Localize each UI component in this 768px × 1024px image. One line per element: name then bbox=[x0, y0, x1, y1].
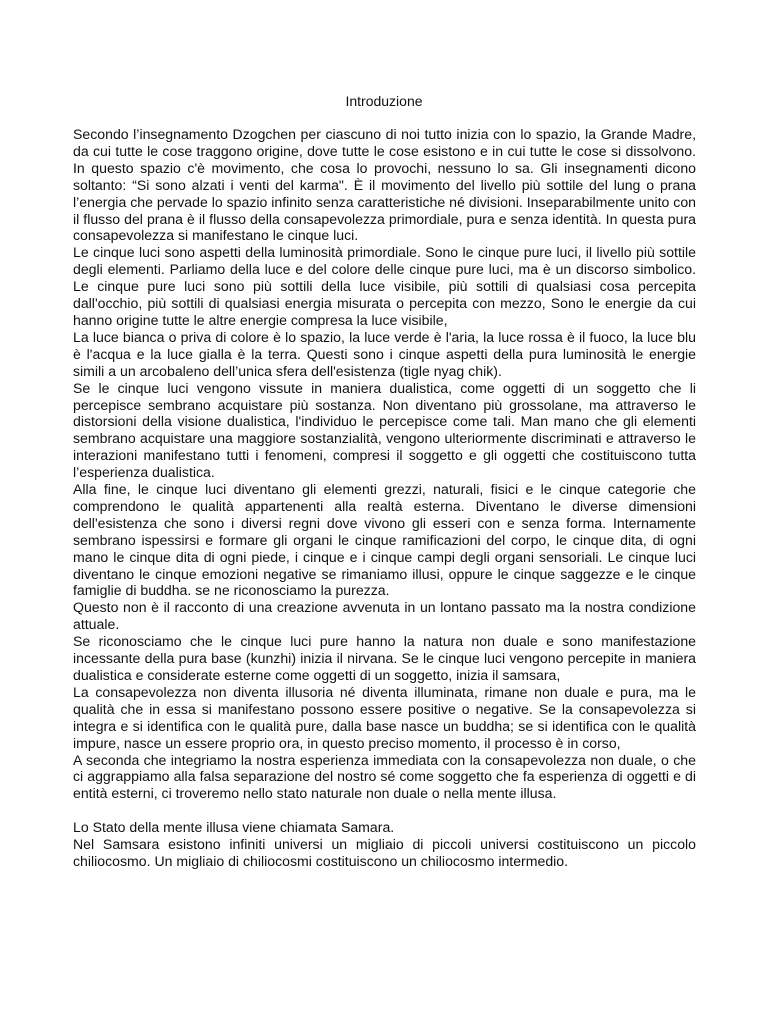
paragraph: Questo non è il racconto di una creazione avvenuta in un lontano passato ma la nostra condizione attuale. bbox=[73, 599, 696, 633]
paragraph: La consapevolezza non diventa illusoria né diventa illuminata, rimane non duale e pura, ma le qualità che in essa si manifestano possono essere positive o negative. Se la consapevolezza si integra e si identifica con le qualità pure, dalla base nasce un buddha; se si identifica con le qualità impure, nasce un essere proprio ora, in questo preciso momento, il processo è in corso, bbox=[73, 683, 696, 751]
page-title: Introduzione bbox=[345, 93, 423, 109]
paragraph: Le cinque luci sono aspetti della luminosità primordiale. Sono le cinque pure luci, il livello più sottile degli elementi. Parliamo della luce e del colore delle cinque pure luci, ma è un discorso simbolico. Le cinque pure luci sono più sottili della luce visibile, più sottili di qualsiasi cosa percepita dall'occhio, più sottili di qualsiasi energia misurata o percepita con mezzo, Sono le energie da cui hanno origine tutte le altre energie compresa la luce visibile, bbox=[73, 244, 696, 328]
document-body bbox=[73, 126, 696, 870]
paragraph: Se le cinque luci vengono vissute in maniera dualistica, come oggetti di un soggetto che li percepisce sembrano acquistare più sostanza. Non diventano più grossolane, ma attraverso le distorsioni della visione dualistica, l'individuo le percepisce come tali. Man mano che gli elementi sembrano acquistare una maggiore sostanzialità, vengono ulteriormente discriminati e attraverso le interazioni manifestano tutti i fenomeni, compresi il soggetto e gli oggetti che costituiscono tutta l’esperienza dualistica. bbox=[73, 379, 696, 481]
paragraph: Secondo l’insegnamento Dzogchen per ciascuno di noi tutto inizia con lo spazio, la Grande Madre, da cui tutte le cose traggono origine, dove tutte le cose esistono e in cui tutte le cose si dissolvono. In questo spazio c'è movimento, che cosa lo provochi, nessuno lo sa. Gli insegnamenti dicono soltanto: “Si sono alzati i venti del karma". È il movimento del livello più sottile del lung o prana l’energia che pervade lo spazio infinito senza caratteristiche né divisioni. Inseparabilmente unito con il flusso del prana è il flusso della consapevolezza primordiale, pura e senza identità. In questa pura consapevolezza si manifestano le cinque luci. bbox=[73, 126, 696, 244]
paragraph: Nel Samsara esistono infiniti universi un migliaio di piccoli universi costituiscono un piccolo chiliocosmo. Un migliaio di chiliocosmi costituiscono un chiliocosmo intermedio. bbox=[73, 836, 696, 869]
paragraph: La luce bianca o priva di colore è lo spazio, la luce verde è l'aria, la luce rossa è il fuoco, la luce blu è l'acqua e la luce gialla è la terra. Questi sono i cinque aspetti della pura luminosità le energie simili a un arcobaleno dell’unica sfera dell'esistenza (tigle nyag chik). bbox=[73, 328, 696, 379]
paragraph: A seconda che integriamo la nostra esperienza immediata con la consapevolezza non duale, o che ci aggrappiamo alla falsa separazione del nostro sé come soggetto che fa esperienza di oggetti e di entità esterni, ci troveremo nello stato naturale non duale o nella mente illusa. bbox=[73, 751, 696, 802]
blank-line bbox=[73, 802, 696, 819]
paragraph: Alla fine, le cinque luci diventano gli elementi grezzi, naturali, fisici e le cinque categorie che comprendono le qualità appartenenti alla realtà esterna. Diventano le diverse dimensioni dell'esistenza che sono i diversi regni dove vivono gli esseri con e senza forma. Internamente sembrano ispessirsi e formare gli organi le cinque ramificazioni del corpo, le cinque dita, di ogni mano le cinque dita di ogni piede, i cinque e i cinque campi degli organi sensoriali. Le cinque luci diventano le cinque emozioni negative se rimaniamo illusi, oppure le cinque saggezze e le cinque famiglie di buddha. se ne riconosciamo la purezza. bbox=[73, 481, 696, 599]
paragraph: Se riconosciamo che le cinque luci pure hanno la natura non duale e sono manifestazione incessante della pura base (kunzhi) inizia il nirvana. Se le cinque luci vengono percepite in maniera dualistica e considerate esterne come oggetti di un soggetto, inizia il samsara, bbox=[73, 633, 696, 683]
paragraph: Lo Stato della mente illusa viene chiamata Samara. bbox=[73, 819, 395, 836]
